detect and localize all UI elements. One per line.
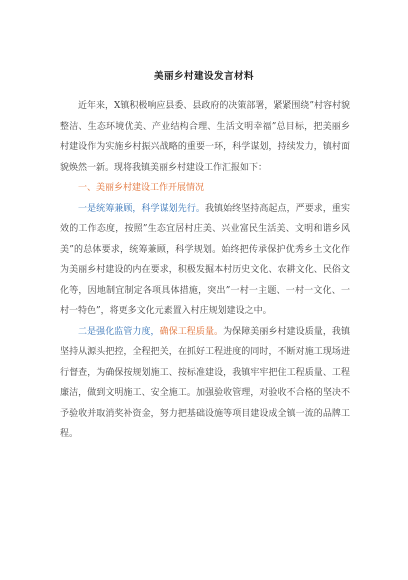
paragraph-2-body: 为保障美丽乡村建设质量，我镇坚持从源头把控，全程把关，在抓好工程进度的同时，不断对施工现场进行督查，为确保按规划施工、按标准建设，我镇牢牢把住工程质量、工程廉洁，做到文明施工、安全施工。加强验收管理，对验收不合格的坚决不予验收并取消奖补资金，努力把基础设施等项目建设成全镇一流的品牌工程。 xyxy=(60,326,350,439)
document-body xyxy=(60,96,350,445)
paragraph-2-lead-orange: 确保工程质量。 xyxy=(159,326,224,337)
paragraph-2 xyxy=(60,322,350,445)
paragraph-2-lead-blue: 二是强化监管力度， xyxy=(78,326,160,337)
paragraph-1-body: 我镇始终坚持高起点，严要求，重实效的工作态度，按照”生态宜居村庄美、兴业富民生活美、文明和谐乡风美”的总体要求，统筹兼顾，科学规划。始终把传承保护优秀乡土文化作为美丽乡村建设的内在要求，积极发掘本村历史文化、农耕文化、民俗文化等，因地制宜制定各项具体措施，突出”一村一主题、一村一文化、一村一特色”，将更多文化元素置入村庄规划建设之中。 xyxy=(60,203,350,316)
section-heading: 一、美丽乡村建设工作开展情况 xyxy=(78,183,205,193)
paragraph-1 xyxy=(60,199,350,322)
intro-paragraph: 近年来，X镇积极响应县委、县政府的决策部署，紧紧围绕”村容村貌整洁、生态环境优美、产业结构合理、生活文明幸福”总目标，把美丽乡村建设作为实施乡村振兴战略的重要一环，科学谋划，持续发力，镇村面貌焕然一新。现将我镇美丽乡村建设工作汇报如下： xyxy=(60,101,351,173)
document-title: 美丽乡村建设发言材料 xyxy=(153,71,254,82)
paragraph-1-lead: 一是统筹兼顾，科学谋划先行。 xyxy=(78,203,205,214)
